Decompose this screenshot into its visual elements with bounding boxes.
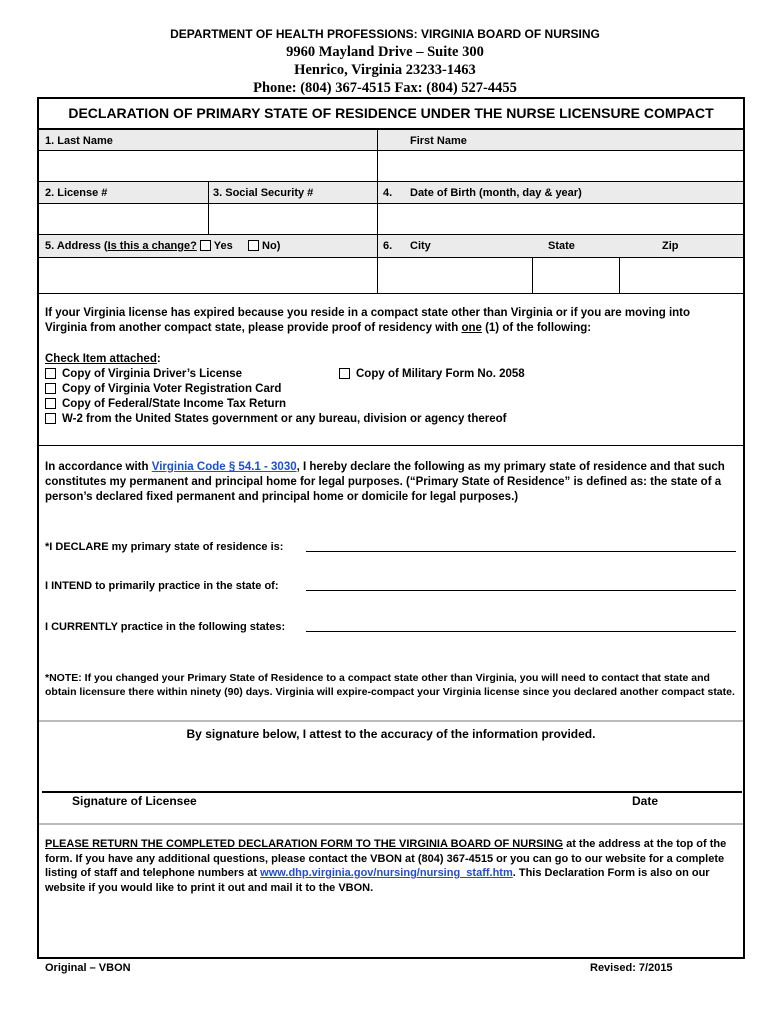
license-field[interactable] [40,204,207,233]
zip-field[interactable] [620,258,742,292]
return-instructions: PLEASE RETURN THE COMPLETED DECLARATION FORM TO THE VIRGINIA BOARD OF NURSING at the address at the top of the form. If you have any additional questions, please contact the VBON at (804) 367-4515 or you can go to our website for a complete listing of staff and telephone numbers at www.dhp.virginia.gov/nursing/nursing_staff.htm. This Declaration Form is also on our website if you would like to print it out and mail it to the VBON. [45,838,727,894]
w2-checkbox[interactable] [45,413,56,424]
currently-states-label: I CURRENTLY practice in the following states: [45,621,286,633]
address-line-1: 9960 Mayland Drive – Suite 300 [286,44,484,60]
check-item-w2: W-2 from the United States government or any bureau, division or agency thereof [45,412,507,427]
address-label: 5. Address (Is this a change? Yes No) [45,240,281,252]
voter-registration-checkbox[interactable] [45,383,56,394]
ssn-field[interactable] [209,204,376,233]
license-label: 2. License # [45,187,108,199]
city-number: 6. [383,240,393,252]
footer-revised: Revised: 7/2015 [590,962,673,974]
declare-state-label: *I DECLARE my primary state of residence is: [45,541,284,553]
compact-note: *NOTE: If you changed your Primary State of Residence to a compact state other than Virginia, you will need to contact that state and obtain licensure there within ninety (90) days. Virginia will expire-compact your Virginia license since you declared another compact state. [45,672,735,698]
check-item-heading: Check Item attached: [45,353,161,365]
virginia-code-link[interactable]: Virginia Code § 54.1 - 3030 [151,461,297,473]
signature-line[interactable] [42,791,742,793]
address-change-question: Is this a change? [107,240,197,252]
dob-label: Date of Birth (month, day & year) [410,187,582,199]
date-label: Date [632,794,659,808]
dob-number: 4. [383,187,393,199]
check-item-tax-return: Copy of Federal/State Income Tax Return [45,397,286,412]
declaration-paragraph: In accordance with Virginia Code § 54.1 - 3030, I hereby declare the following as my primary state of residence and that such constitutes my permanent and principal home for legal purposes. (“Primary State of Residence” is defined as: the state of a person’s declared fixed permanent and principal home or domicile for legal purposes.) [45,461,725,503]
dob-field[interactable] [378,204,742,233]
tax-return-checkbox[interactable] [45,398,56,409]
check-item-voter-registration: Copy of Virginia Voter Registration Card [45,382,281,397]
intend-state-label: I INTEND to primarily practice in the state of: [45,580,279,592]
state-field[interactable] [533,258,618,292]
declare-state-line[interactable] [306,551,736,552]
footer-original: Original – VBON [45,962,131,974]
check-item-military: Copy of Military Form No. 2058 [339,367,525,382]
address-line-2: Henrico, Virginia 23233-1463 [294,62,476,78]
drivers-license-checkbox[interactable] [45,368,56,379]
form-title: DECLARATION OF PRIMARY STATE OF RESIDENCE UNDER THE NURSE LICENSURE COMPACT [39,99,743,130]
department-heading: DEPARTMENT OF HEALTH PROFESSIONS: VIRGINIA BOARD OF NURSING [170,27,600,41]
currently-states-line[interactable] [306,631,736,632]
ssn-label: 3. Social Security # [213,187,314,199]
attestation-statement: By signature below, I attest to the accuracy of the information provided. [186,727,596,741]
address-change-yes-checkbox[interactable] [200,240,211,251]
residency-instructions: If your Virginia license has expired because you reside in a compact state other than Virginia or if you are moving into Virginia from another compact state, please provide proof of residency with one (1) of the following: [45,307,691,334]
address-field[interactable] [40,258,376,292]
phone-fax-line: Phone: (804) 367-4515 Fax: (804) 527-4455 [253,80,517,96]
state-label: State [548,240,575,252]
first-name-label: First Name [410,135,467,147]
last-name-label: 1. Last Name [45,135,113,147]
staff-listing-link[interactable]: www.dhp.virginia.gov/nursing/nursing_staff.htm [260,867,513,879]
city-field[interactable] [378,258,531,292]
check-item-drivers-license: Copy of Virginia Driver’s License [45,367,242,382]
intend-state-line[interactable] [306,590,736,591]
signature-label: Signature of Licensee [72,794,197,808]
city-label: City [410,240,431,252]
last-name-field[interactable] [40,151,376,180]
military-form-checkbox[interactable] [339,368,350,379]
zip-label: Zip [662,240,679,252]
first-name-field[interactable] [378,151,742,180]
address-change-no-checkbox[interactable] [248,240,259,251]
